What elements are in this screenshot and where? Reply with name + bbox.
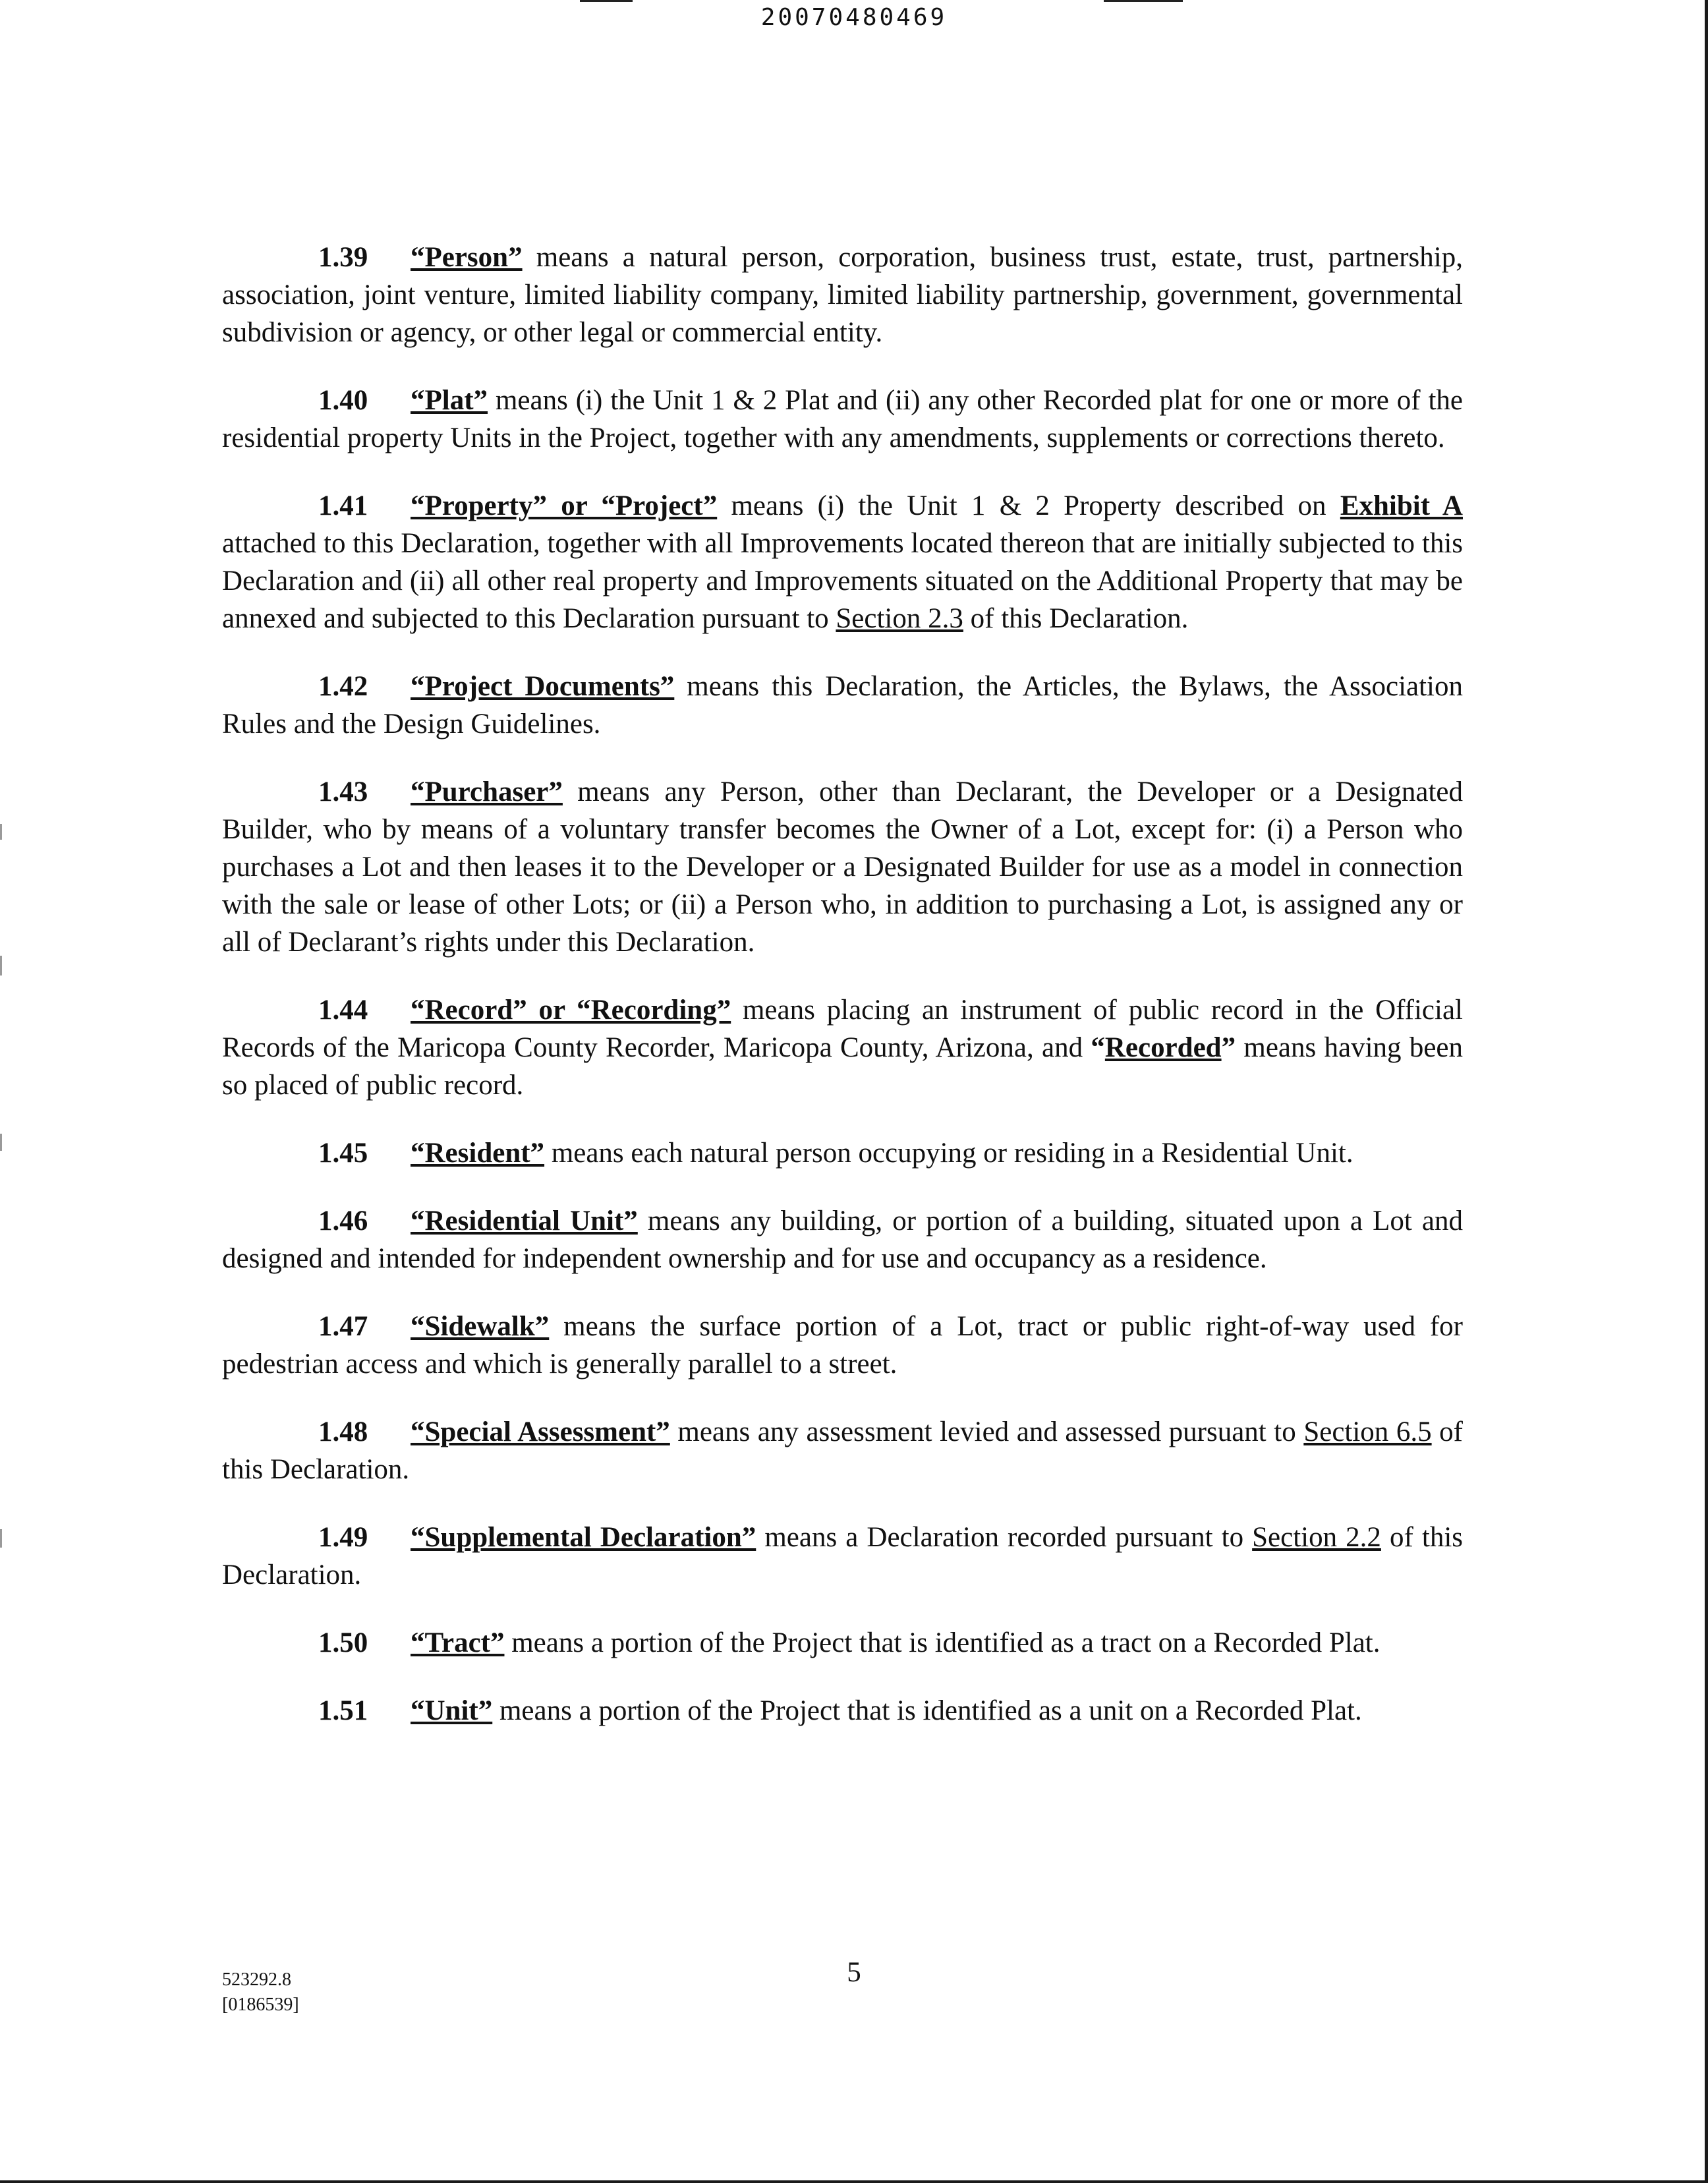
definition-1-49: [222, 1519, 1463, 1594]
definition-text: means a portion of the Project that is identified as a tract on a Recorded Plat.: [504, 1627, 1381, 1658]
section-number: 1.47: [318, 1311, 368, 1342]
definition-text: means the surface portion of a Lot, tract or public right-of-way used for pedestrian access and which is generally parallel to a street.: [222, 1311, 1463, 1380]
definition-text: means any Person, other than Declarant, the Developer or a Designated Builder, who by means of a voluntary transfer becomes the Owner of a Lot, except for: (i) a Person who purchases a Lot and then leases it to the Developer or a Designated Builder for use as a model in connection with the sale or lease of other Lots; or (ii) a Person who, in addition to purchasing a Lot, is assigned any or all of Declarant’s rights under this Declaration.: [222, 776, 1463, 958]
scan-margin-mark: [0, 1529, 2, 1548]
definition-1-45: [222, 1134, 1463, 1172]
definition-text: means this Declaration, the Articles, the Bylaws, the Association Rules and the Design Guidelines.: [222, 671, 1463, 740]
quote-open: “: [1091, 1032, 1105, 1063]
definition-text: means any assessment levied and assessed pursuant to: [669, 1416, 1304, 1447]
definition-text: means a natural person, corporation, business trust, estate, trust, partnership, association, joint venture, limited liability company, limited liability partnership, government, governmental subdivision or agency, or other legal or commercial entity.: [222, 242, 1463, 348]
defined-term: “Property” or “Project”: [411, 490, 718, 521]
definition-1-47: [222, 1308, 1463, 1383]
definition-1-48: [222, 1413, 1463, 1488]
section-number: 1.45: [318, 1138, 368, 1169]
defined-term: “Sidewalk”: [411, 1311, 550, 1342]
defined-term: “Special Assessment”: [411, 1416, 670, 1447]
section-reference: Section 2.2: [1252, 1522, 1381, 1553]
exhibit-reference: Exhibit A: [1340, 490, 1463, 521]
defined-term: “Supplemental Declaration”: [411, 1522, 756, 1553]
definition-1-50: [222, 1624, 1463, 1662]
top-rule-left: [580, 0, 633, 2]
definition-1-40: [222, 382, 1463, 457]
definition-text: of this Declaration.: [222, 1522, 1464, 1590]
defined-term: “Unit”: [411, 1695, 493, 1726]
section-number: 1.49: [318, 1522, 368, 1553]
defined-term-secondary: Recorded: [1104, 1032, 1222, 1063]
definition-1-42: [222, 668, 1463, 743]
definition-text: means having been so placed of public record.: [222, 1032, 1463, 1101]
section-number: 1.40: [318, 385, 368, 416]
definition-1-41: [222, 487, 1463, 637]
defined-term: “Plat”: [411, 385, 488, 416]
section-reference: Section 2.3: [836, 603, 963, 634]
defined-term: “Project Documents”: [411, 671, 675, 702]
definition-text: means placing an instrument of public record in the Official Records of the Maricopa County Recorder, Maricopa County, Arizona, and: [222, 995, 1463, 1063]
page-number: 5: [847, 1957, 861, 1988]
section-number: 1.43: [318, 776, 368, 807]
section-number: 1.48: [318, 1416, 368, 1447]
recording-number: 20070480469: [760, 4, 948, 31]
definitions-body: [222, 239, 1463, 1760]
section-number: 1.39: [318, 242, 368, 273]
defined-term: “Person”: [411, 242, 523, 273]
definition-text: means (i) the Unit 1 & 2 Property described on: [717, 490, 1340, 521]
scan-margin-mark: [0, 956, 2, 975]
section-number: 1.41: [318, 490, 368, 521]
section-number: 1.44: [318, 995, 368, 1026]
definition-text: of this Declaration.: [222, 1416, 1463, 1485]
defined-term: “Resident”: [411, 1138, 545, 1169]
definition-text: means a Declaration recorded pursuant to: [756, 1522, 1253, 1553]
definition-text: means each natural person occupying or residing in a Residential Unit.: [544, 1138, 1353, 1169]
definition-text: attached to this Declaration, together with all Improvements located thereon that are initially subjected to this Declaration and (ii) all other real property and Improvements situated on the Additional Property that may be annexed and subjected to this Declaration pursuant to: [222, 528, 1463, 634]
definition-1-39: [222, 239, 1463, 351]
section-reference: Section 6.5: [1303, 1416, 1432, 1447]
quote-close: ”: [1221, 1032, 1236, 1063]
defined-term: “Purchaser”: [411, 776, 563, 807]
definition-1-44: [222, 991, 1463, 1104]
doc-version-id: 523292.8: [222, 1969, 291, 1990]
defined-term: “Tract”: [411, 1627, 505, 1658]
client-matter-id: [0186539]: [222, 1994, 299, 2015]
definition-1-46: [222, 1202, 1463, 1277]
top-rule-right: [1104, 0, 1183, 2]
section-number: 1.50: [318, 1627, 368, 1658]
definition-1-43: [222, 773, 1463, 961]
definition-text: means (i) the Unit 1 & 2 Plat and (ii) any other Recorded plat for one or more of the residential property Units in the Project, together with any amendments, supplements or corrections thereto.: [222, 385, 1463, 453]
scan-margin-mark: [0, 1134, 2, 1151]
definition-text: means any building, or portion of a building, situated upon a Lot and designed and intended for independent ownership and for use and occupancy as a residence.: [222, 1206, 1463, 1274]
section-number: 1.46: [318, 1206, 368, 1237]
section-number: 1.51: [318, 1695, 368, 1726]
definition-1-51: [222, 1692, 1463, 1730]
scan-margin-mark: [0, 824, 2, 840]
section-number: 1.42: [318, 671, 368, 702]
defined-term: “Residential Unit”: [411, 1206, 638, 1237]
defined-term: “Record” or “Recording”: [411, 995, 731, 1026]
definition-text: of this Declaration.: [963, 603, 1189, 634]
definition-text: means a portion of the Project that is identified as a unit on a Recorded Plat.: [492, 1695, 1362, 1726]
